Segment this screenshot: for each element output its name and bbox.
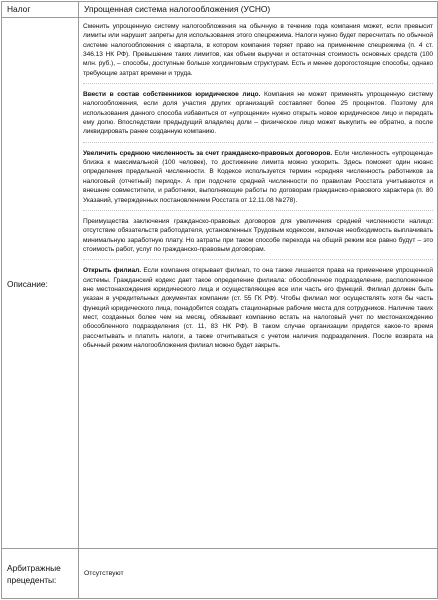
description-cell — [79, 18, 438, 549]
description-paragraph-3 — [83, 149, 433, 205]
paragraph-3-text: Если численность «упрощенца» близка к максимальной (100 человек), то достижение лимита можно ускорить. Здесь поможет один нюанс определения предельной численности. В Кодексе используется термин «средняя численность работников за налоговый (отчетный) период». А при подсчете средней численности по правилам Росстата учитываются и внешние совместители, и работники, выполняющие работы по договорам гражданско-правового характера (п. 80 Указаний, утвержденных постановлением Росстата от 12.11.08 №278). — [83, 149, 434, 204]
paragraph-divider — [83, 210, 433, 211]
paragraph-4-text: Преимущества заключения гражданско-правовых договоров для увеличения средней численности налицо: отсутствие обязательств работодателя, установленных Трудовым кодексом, включая необходимость выплачивать минимальную заработную плату. Но затраты при таком способе перехода на общий режим все равно будут – это стоимость работ, услуг по гражданско-правовым договорам. — [83, 217, 433, 253]
paragraph-5-heading: Открыть филиал. — [83, 267, 142, 275]
description-paragraph-5 — [83, 266, 433, 350]
description-content — [79, 18, 437, 350]
paragraph-5-text: Если компания открывает филиал, то она также лишается права на применение упрощенной системы. Гражданский кодекс дает такое определение филиала: обособленное подразделение, расположенное вне местонахождения юридического лица и осуществляющее все или часть его функций. Филиал должен быть указан в учредительных документах компании (ст. 55 ГК РФ). Чтобы филиал мог осуществлять хотя бы часть функций юридического лица, понадобится создать стационарные рабочие места для сотрудников. Наличие таких мест, созданных более чем на месяц, обязывает компанию встать на налоговый учет по местонахождению обособленного подразделения (ст. 11, 83 НК РФ). В таком случае организации придется какое-то время рассчитывать и платить налоги, а также отчитываться с учетом наличия подразделения. После возврата на обычный режим налогообложения филиал можно будет закрыть. — [83, 267, 433, 349]
table-row-arbitration — [2, 549, 438, 599]
paragraph-divider — [83, 83, 433, 84]
description-label: Описание: — [2, 18, 79, 549]
tax-value: Упрощенная система налогообложения (УСНО) — [79, 2, 438, 18]
tax-label: Налог — [2, 2, 79, 18]
description-paragraph-1 — [83, 22, 433, 78]
description-paragraph-4 — [83, 217, 433, 254]
arbitration-value: Отсутствуют — [79, 549, 438, 599]
table-row-description — [2, 18, 438, 549]
arbitration-label: Арбитражные прецеденты: — [2, 549, 79, 599]
paragraph-2-text: Компания не может применять упрощенную систему налогообложения, если доля участия других организаций составляет более 25 процентов. Поэтому для использования данного способа избавиться от «упрощенки» нужно открыть новое юридическое лицо и передать ему долю. Впоследствии предыдущий владелец доли – физическое лицо может выкупить ее обратно, а после ликвидировать ранее созданную компанию. — [83, 91, 433, 136]
paragraph-3-heading: Увеличить среднюю численность за счет гражданско-правовых договоров. — [83, 149, 333, 157]
paragraph-divider — [83, 142, 433, 143]
description-paragraph-2 — [83, 90, 433, 137]
paragraph-2-heading: Ввести в состав собственников юридическое лицо. — [83, 91, 261, 99]
paragraph-1-text: Сменить упрощенную систему налогообложения на обычную в течение года компания может, если превысит лимиты или нарушит запреты для использования этого спецрежима. Налоги нужно будет пересчитать по обычной системе налогообложения с квартала, в котором компания теряет право на применение спецрежима (п. 4 ст. 346.13 НК РФ). Превышение таких лимитов, как объем выручки и остаточная стоимость основных средств (100 млн. руб.), – способы, доступные больше холдинговым структурам. Есть и менее дорогостоящие способы, однако требующие затрат времени и труда. — [83, 23, 433, 77]
table-row-tax — [2, 2, 438, 18]
paragraph-divider — [83, 259, 433, 260]
tax-info-table — [1, 1, 438, 599]
